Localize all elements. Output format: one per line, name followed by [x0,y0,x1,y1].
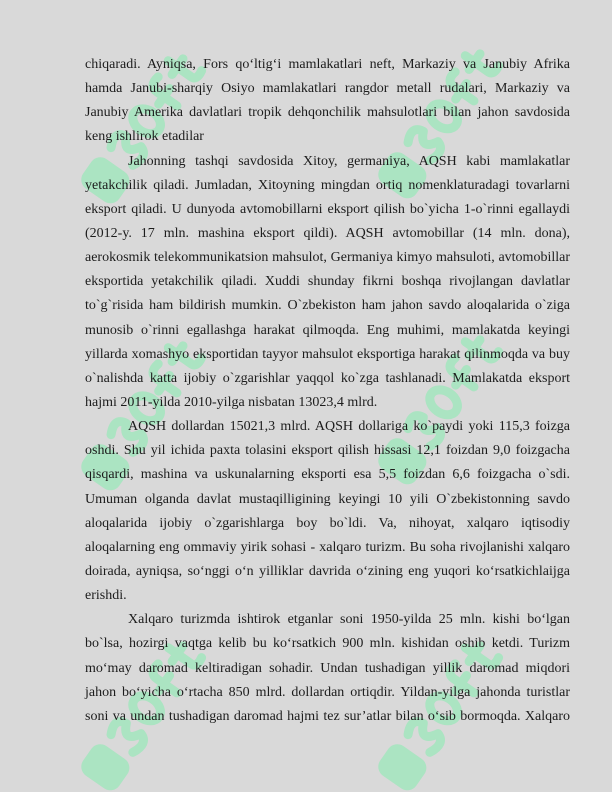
paragraph [85,415,570,608]
text-line: o`nalishda katta ijobiy o`zgarishlar yaqqol ko`zga tashlanadi. Mamlakatda eksport [85,370,570,386]
text-line: oshdi. Shu yil ichida paxta tolasini eksport qilish hissasi 12,1 foizdan 9,0 foizgacha [85,443,570,459]
text-line: yetakchilik qiladi. Jumladan, Xitoyning mingdan ortiq nomenklaturadagi tovarlarni [85,177,570,193]
text-line: keng ishlirok etadilar [85,129,204,145]
text-line: eksportida yetakchilik qiladi. Xuddi shunday fikrni boshqa rivojlangan davlatlar [85,274,570,290]
text-line: qisqardi, mashina va uskunalarning eksporti esa 5,5 foizdan 6,6 foizgacha o`sdi. [85,467,570,483]
document-body [85,53,570,729]
text-line: soni va undan tushadigan daromad hajmi tez sur’atlar bilan o‘sib bormoqda. Xalqaro [85,708,570,724]
text-line: Janubiy Amerika davlatlari tropik dehqonchilik mahsulotlari bilan jahon savdosida [85,105,570,121]
text-line: aerokosmik telekommunikatsion mahsulot, Germaniya kimyo mahsuloti, avtomobillar [85,250,570,266]
text-line: hamda Janubi-sharqiy Osiyo mamlakatlari rangdor metall rudalari, Markaziy va [85,81,570,97]
paragraph [85,150,570,416]
text-line: Jahonning tashqi savdosida Xitoy, germaniya, AQSH kabi mamlakatlar [128,153,570,169]
text-line: mo‘may daromad keltiradigan sohadir. Undan tushadigan yillik daromad miqdori [85,660,570,676]
text-line: munosib o`rinni egallashga harakat qilmoqda. Eng muhimi, mamlakatda keyingi [85,322,570,338]
text-line: AQSH dollardan 15021,3 mlrd. AQSH dollariga ko`paydi yoki 115,3 foizga [128,419,570,435]
text-line: yillarda xomashyo eksportidan tayyor mahsulot eksportiga harakat qilinmoqda va buy [85,346,570,362]
text-line: Xalqaro turizmda ishtirok etganlar soni 1950-yilda 25 mln. kishi bo‘lgan [128,612,570,628]
text-line: eksport qiladi. U dunyoda avtomobillarni eksport qilish bo`yicha 1-o`rinni egallaydi [85,201,570,217]
text-line: (2012-y. 17 mln. mashina eksport qildi). AQSH avtomobillar (14 mln. dona), [85,225,570,241]
text-line: hajmi 2011-yilda 2010-yilga nisbatan 13023,4 mlrd. [85,394,378,410]
text-line: chiqaradi. Ayniqsa, Fors qo‘ltig‘i mamlakatlari neft, Markaziy va Janubiy Afrika [85,57,570,72]
text-line: doirada, ayniqsa, so‘nggi o‘n yilliklar davrida o‘zining eng yuqori ko‘rsatkichlaijga [85,563,570,579]
text-line: Umuman olganda davlat mustaqilligining keyingi 10 yili O`zbekistonning savdo [85,491,570,507]
text-line: erishdi. [85,588,127,604]
text-line: to`g`risida ham bildirish mumkin. O`zbekiston ham jahon savdo aloqalarida o`ziga [85,298,570,314]
text-line: bo`lsa, hozirgi vaqtga kelib bu ko‘rsatkich 900 mln. kishidan oshib ketdi. Turizm [85,636,570,652]
text-line: aloqalarning eng ommaviy yirik sohasi - xalqaro turizm. Bu soha rivojlanishi xalqaro [85,539,570,555]
text-line: aloqalarida ijobiy o`zgarishlarga boy bo`ldi. Va, nihoyat, xalqaro iqtisodiy [85,515,570,531]
text-line: jahon bo‘yicha o‘rtacha 850 mlrd. dollardan ortiqdir. Yildan-yilga jahonda turistlar [85,684,570,700]
paragraph [85,608,570,729]
paragraph [85,53,570,150]
